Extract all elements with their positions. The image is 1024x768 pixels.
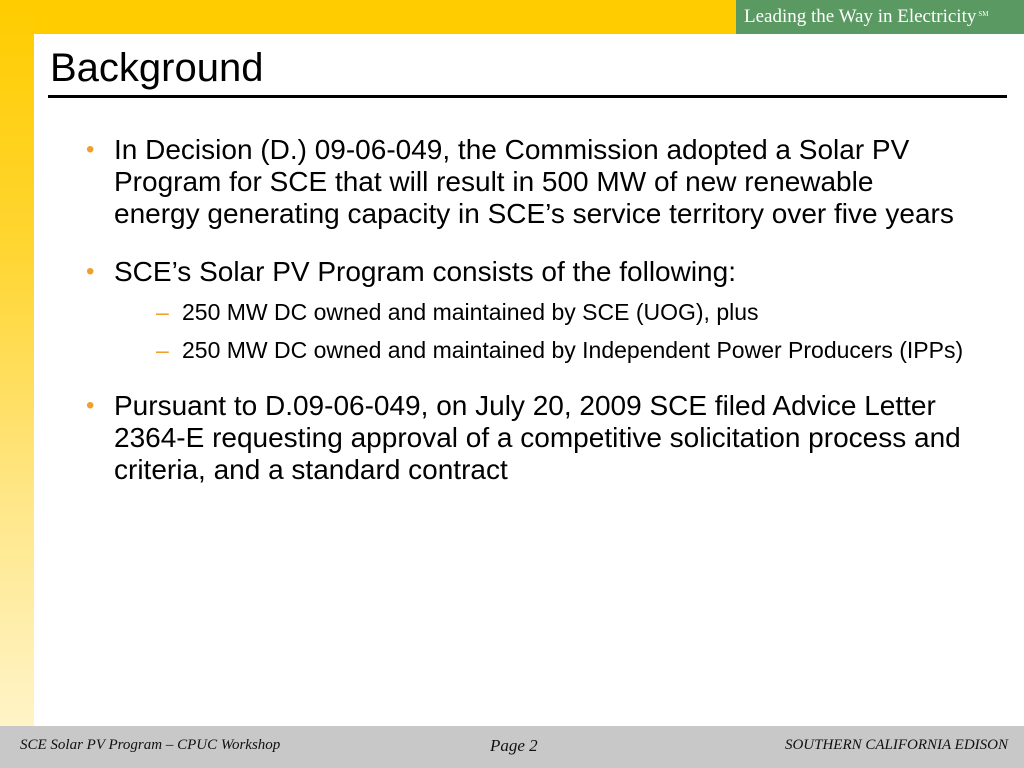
bullet-text: In Decision (D.) 09-06-049, the Commission adopted a Solar PV Program for SCE that will result in 500 MW of new renewable energy generating capacity in SCE’s service territory over five years — [114, 134, 954, 229]
footer-presentation-title: SCE Solar PV Program – CPUC Workshop — [20, 737, 281, 753]
bullet-item — [84, 390, 964, 486]
footer-company-name: SOUTHERN CALIFORNIA EDISON — [784, 737, 1008, 753]
footer-page-number: Page 2 — [490, 736, 538, 755]
bullet-list — [84, 134, 964, 512]
sub-bullet-item — [146, 336, 964, 364]
sub-bullet-text: 250 MW DC owned and maintained by SCE (UOG), plus — [182, 299, 759, 325]
service-mark: SM — [978, 10, 989, 18]
bullet-text: SCE’s Solar PV Program consists of the following: — [114, 256, 736, 287]
dash-icon: – — [156, 299, 169, 325]
dash-icon: – — [156, 337, 169, 363]
bullet-text: Pursuant to D.09-06-049, on July 20, 2009 SCE filed Advice Letter 2364-E requesting approval of a competitive solicitation process and criteria, and a standard contract — [114, 390, 961, 485]
bullet-item — [84, 256, 964, 364]
bullet-dot-icon: • — [86, 258, 95, 285]
slide-title: Background — [50, 46, 264, 90]
tagline-text: Leading the Way in Electricity — [744, 6, 977, 27]
left-accent-band — [0, 0, 34, 726]
title-underline — [48, 95, 1007, 98]
sub-bullet-text: 250 MW DC owned and maintained by Independent Power Producers (IPPs) — [182, 337, 964, 363]
bullet-dot-icon: • — [86, 136, 95, 163]
tagline-banner — [736, 0, 1024, 34]
bullet-item — [84, 134, 964, 230]
bullet-dot-icon: • — [86, 392, 95, 419]
sub-bullet-item — [146, 298, 964, 326]
slide-footer — [0, 726, 1024, 768]
